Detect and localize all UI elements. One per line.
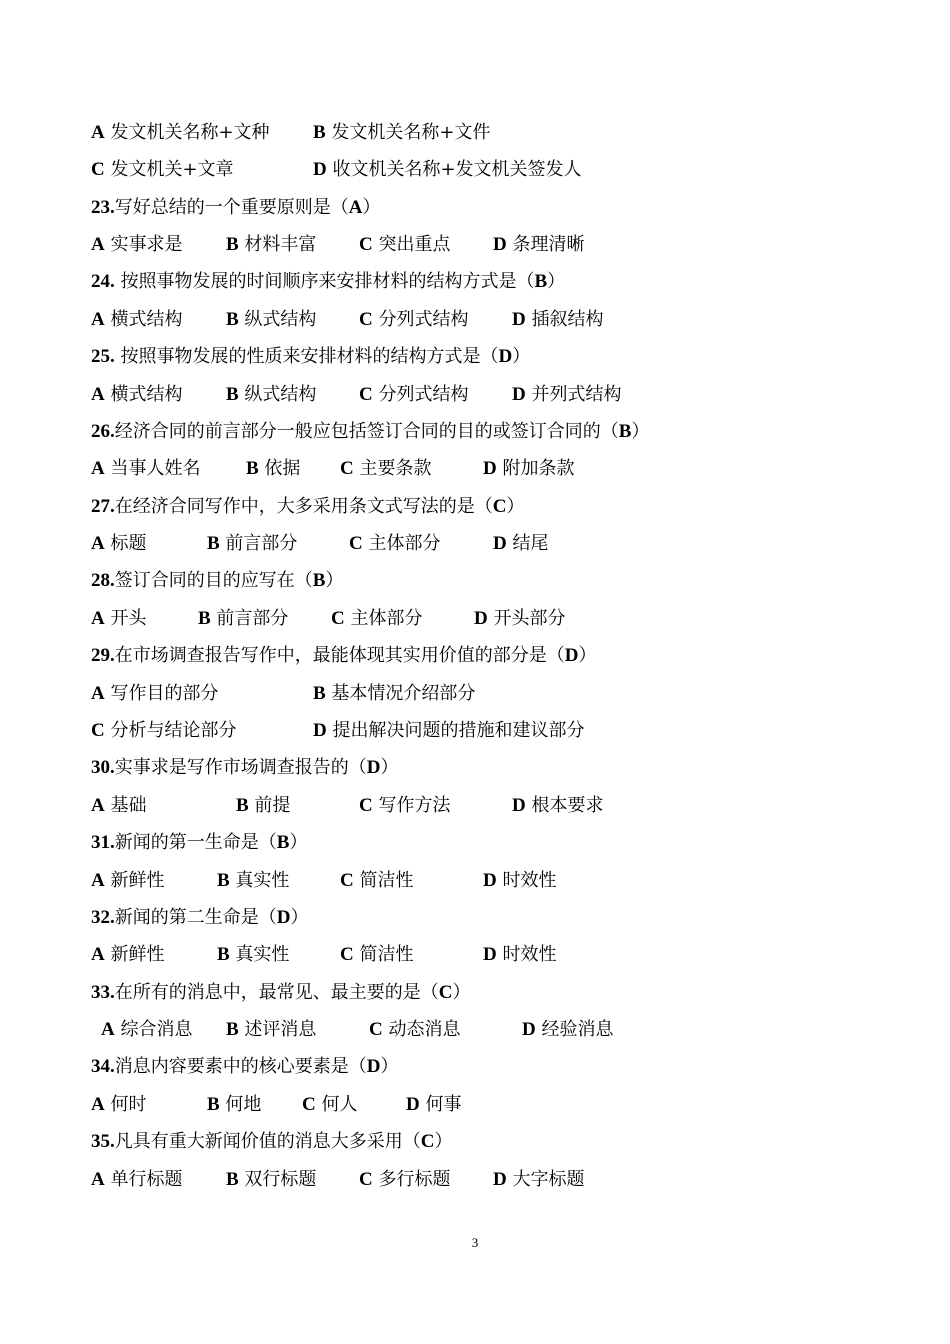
- question-number: 35.: [91, 1131, 115, 1152]
- option-text: 真实性: [235, 944, 290, 965]
- answer-letter: B: [312, 570, 326, 591]
- option-item: [91, 233, 182, 257]
- option-text: 收文机关名称+发文机关签发人: [332, 159, 582, 180]
- question-close: ）: [289, 832, 308, 853]
- answer-letter: D: [276, 907, 291, 928]
- question-text: 新闻的第二生命是（: [114, 907, 277, 928]
- question-close: ）: [547, 271, 566, 292]
- option-item: [313, 719, 584, 743]
- question-line: [91, 1130, 452, 1154]
- question-number: 32.: [91, 907, 115, 928]
- option-text: 根本要求: [531, 795, 604, 816]
- option-letter: C: [369, 1019, 383, 1040]
- option-text: 主体部分: [368, 533, 441, 554]
- page-number: 3: [471, 1235, 479, 1250]
- question-close: ）: [290, 907, 309, 928]
- question-text: 经济合同的前言部分一般应包括签订合同的目的或签订合同的（: [114, 421, 619, 442]
- option-text: 并列式结构: [531, 384, 622, 405]
- option-letter: A: [101, 1019, 115, 1040]
- option-letter: D: [493, 1169, 507, 1190]
- question-line: [91, 644, 596, 668]
- option-letter: B: [246, 458, 259, 479]
- option-text: 时效性: [502, 870, 557, 891]
- option-text: 单行标题: [110, 1169, 183, 1190]
- option-text: 主体部分: [350, 608, 423, 629]
- question-line: [91, 756, 398, 780]
- option-item: [91, 943, 164, 967]
- answer-letter: A: [348, 197, 363, 218]
- option-item: [226, 308, 316, 332]
- option-item: [226, 1018, 316, 1042]
- option-letter: C: [359, 309, 373, 330]
- option-letter: B: [198, 608, 211, 629]
- question-text: 消息内容要素中的核心要素是（: [114, 1056, 367, 1077]
- question-line: [91, 196, 380, 220]
- question-text: 在经济合同写作中，大多采用条文式写法的是（: [114, 496, 493, 517]
- option-text: 依据: [264, 458, 301, 479]
- option-item: [217, 869, 289, 893]
- option-letter: A: [91, 683, 105, 704]
- question-line: [91, 831, 307, 855]
- question-number: 24.: [91, 271, 115, 292]
- option-text: 大字标题: [512, 1169, 585, 1190]
- option-letter: C: [359, 795, 373, 816]
- option-text: 提出解决问题的措施和建议部分: [332, 720, 585, 741]
- option-text: 何事: [425, 1094, 462, 1115]
- question-close: ）: [512, 346, 531, 367]
- option-text: 插叙结构: [531, 309, 604, 330]
- option-item: [522, 1018, 613, 1042]
- option-letter: A: [91, 1169, 105, 1190]
- question-number: 25.: [91, 346, 115, 367]
- option-letter: A: [91, 944, 105, 965]
- answer-letter: B: [618, 421, 632, 442]
- option-item: [349, 532, 440, 556]
- option-text: 分析与结论部分: [110, 720, 237, 741]
- option-text: 突出重点: [378, 234, 451, 255]
- option-letter: D: [474, 608, 488, 629]
- option-text: 结尾: [512, 533, 549, 554]
- option-letter: B: [207, 1094, 220, 1115]
- option-letter: C: [331, 608, 345, 629]
- option-letter: B: [207, 533, 220, 554]
- option-item: [313, 158, 582, 182]
- option-text: 前言部分: [216, 608, 289, 629]
- answer-letter: B: [276, 832, 290, 853]
- option-item: [340, 869, 413, 893]
- option-item: [236, 794, 290, 818]
- question-line: [91, 981, 470, 1005]
- option-text: 基础: [110, 795, 147, 816]
- question-number: 30.: [91, 757, 115, 778]
- option-letter: B: [313, 683, 326, 704]
- option-letter: C: [349, 533, 363, 554]
- option-item: [91, 719, 236, 743]
- option-letter: B: [313, 122, 326, 143]
- option-text: 开头部分: [493, 608, 566, 629]
- option-item: [483, 943, 556, 967]
- option-item: [512, 794, 603, 818]
- option-item: [493, 1168, 584, 1192]
- option-letter: B: [226, 309, 239, 330]
- option-text: 主要条款: [359, 458, 432, 479]
- question-close: ）: [325, 570, 344, 591]
- answer-letter: D: [564, 645, 579, 666]
- option-text: 横式结构: [110, 384, 183, 405]
- option-text: 标题: [110, 533, 147, 554]
- option-item: [91, 682, 218, 706]
- option-item: [91, 607, 146, 631]
- option-text: 简洁性: [359, 870, 414, 891]
- option-item: [91, 532, 146, 556]
- option-letter: C: [91, 720, 105, 741]
- option-item: [91, 794, 146, 818]
- question-line: [91, 270, 565, 294]
- option-text: 新鲜性: [110, 944, 165, 965]
- option-item: [474, 607, 565, 631]
- option-text: 写作目的部分: [110, 683, 219, 704]
- option-letter: B: [226, 234, 239, 255]
- option-letter: D: [493, 234, 507, 255]
- question-number: 28.: [91, 570, 115, 591]
- answer-letter: C: [420, 1131, 435, 1152]
- option-item: [313, 682, 475, 706]
- question-close: ）: [380, 757, 399, 778]
- option-letter: A: [91, 795, 105, 816]
- option-letter: B: [217, 870, 230, 891]
- option-letter: B: [226, 1019, 239, 1040]
- option-letter: A: [91, 458, 105, 479]
- option-item: [493, 532, 548, 556]
- option-letter: D: [483, 870, 497, 891]
- option-text: 简洁性: [359, 944, 414, 965]
- option-text: 述评消息: [244, 1019, 317, 1040]
- option-item: [512, 308, 603, 332]
- option-letter: D: [483, 944, 497, 965]
- option-text: 时效性: [502, 944, 557, 965]
- option-letter: D: [493, 533, 507, 554]
- option-item: [91, 1168, 182, 1192]
- option-item: [226, 1168, 316, 1192]
- option-text: 开头: [110, 608, 147, 629]
- option-text: 前言部分: [225, 533, 298, 554]
- option-letter: D: [313, 720, 327, 741]
- answer-letter: B: [534, 271, 548, 292]
- question-text: 签订合同的目的应写在（: [114, 570, 313, 591]
- option-letter: A: [91, 122, 105, 143]
- question-close: ）: [631, 421, 650, 442]
- question-number: 26.: [91, 421, 115, 442]
- option-text: 实事求是: [110, 234, 183, 255]
- option-item: [217, 943, 289, 967]
- option-text: 纵式结构: [244, 384, 317, 405]
- option-letter: D: [406, 1094, 420, 1115]
- option-text: 写作方法: [378, 795, 451, 816]
- option-text: 多行标题: [378, 1169, 451, 1190]
- answer-letter: D: [366, 757, 381, 778]
- answer-letter: D: [498, 346, 513, 367]
- option-letter: A: [91, 533, 105, 554]
- option-letter: C: [359, 234, 373, 255]
- question-number: 33.: [91, 982, 115, 1003]
- question-number: 27.: [91, 496, 115, 517]
- option-text: 双行标题: [244, 1169, 317, 1190]
- question-line: [91, 345, 530, 369]
- option-item: [207, 532, 297, 556]
- option-text: 经验消息: [541, 1019, 614, 1040]
- option-letter: D: [512, 795, 526, 816]
- option-text: 附加条款: [502, 458, 575, 479]
- question-number: 34.: [91, 1056, 115, 1077]
- question-line: [91, 906, 308, 930]
- option-item: [313, 121, 491, 145]
- option-letter: D: [483, 458, 497, 479]
- question-line: [91, 495, 524, 519]
- option-letter: D: [522, 1019, 536, 1040]
- question-number: 23.: [91, 197, 115, 218]
- option-text: 动态消息: [388, 1019, 461, 1040]
- option-letter: C: [340, 944, 354, 965]
- option-text: 材料丰富: [244, 234, 317, 255]
- question-number: 29.: [91, 645, 115, 666]
- option-letter: D: [313, 159, 327, 180]
- option-text: 纵式结构: [244, 309, 317, 330]
- option-letter: B: [236, 795, 249, 816]
- question-close: ）: [506, 496, 525, 517]
- question-close: ）: [434, 1131, 453, 1152]
- option-item: [359, 1168, 450, 1192]
- option-text: 发文机关名称+文件: [331, 122, 491, 143]
- option-text: 综合消息: [120, 1019, 193, 1040]
- option-item: [359, 308, 468, 332]
- option-item: [207, 1093, 261, 1117]
- option-item: [359, 794, 450, 818]
- option-text: 何地: [225, 1094, 262, 1115]
- answer-letter: C: [438, 982, 453, 1003]
- option-text: 真实性: [235, 870, 290, 891]
- option-item: [359, 233, 450, 257]
- question-close: ）: [452, 982, 471, 1003]
- question-text: 在所有的消息中，最常见、最主要的是（: [114, 982, 439, 1003]
- option-item: [359, 383, 468, 407]
- option-text: 何人: [321, 1094, 358, 1115]
- option-text: 新鲜性: [110, 870, 165, 891]
- option-item: [91, 1093, 146, 1117]
- option-text: 分列式结构: [378, 309, 469, 330]
- option-letter: A: [91, 1094, 105, 1115]
- question-close: ）: [578, 645, 597, 666]
- option-item: [493, 233, 584, 257]
- option-text: 当事人姓名: [110, 458, 201, 479]
- question-line: [91, 420, 649, 444]
- question-close: ）: [362, 197, 381, 218]
- question-text: 在市场调查报告写作中，最能体现其实用价值的部分是（: [114, 645, 565, 666]
- answer-letter: D: [366, 1056, 381, 1077]
- option-letter: A: [91, 309, 105, 330]
- option-item: [91, 121, 270, 145]
- option-item: [406, 1093, 461, 1117]
- option-letter: C: [91, 159, 105, 180]
- option-item: [91, 869, 164, 893]
- option-text: 基本情况介绍部分: [331, 683, 476, 704]
- option-item: [340, 457, 431, 481]
- option-item: [512, 383, 621, 407]
- option-text: 前提: [254, 795, 291, 816]
- option-item: [340, 943, 413, 967]
- option-item: [302, 1093, 357, 1117]
- option-text: 发文机关名称+文种: [110, 122, 270, 143]
- option-text: 分列式结构: [378, 384, 469, 405]
- option-letter: A: [91, 870, 105, 891]
- option-item: [91, 308, 182, 332]
- option-text: 条理清晰: [512, 234, 585, 255]
- question-text: 按照事物发展的时间顺序来安排材料的结构方式是（: [114, 271, 535, 292]
- option-letter: C: [340, 870, 354, 891]
- option-item: [226, 383, 316, 407]
- question-text: 写好总结的一个重要原则是（: [114, 197, 349, 218]
- option-item: [226, 233, 316, 257]
- option-text: 发文机关+文章: [110, 159, 234, 180]
- option-letter: D: [512, 384, 526, 405]
- question-number: 31.: [91, 832, 115, 853]
- question-line: [91, 569, 343, 593]
- option-item: [483, 869, 556, 893]
- option-letter: C: [302, 1094, 316, 1115]
- option-item: [483, 457, 574, 481]
- option-item: [91, 383, 182, 407]
- option-item: [91, 457, 200, 481]
- question-text: 凡具有重大新闻价值的消息大多采用（: [114, 1131, 421, 1152]
- option-letter: C: [340, 458, 354, 479]
- option-letter: B: [226, 1169, 239, 1190]
- option-letter: B: [217, 944, 230, 965]
- option-item: [331, 607, 422, 631]
- option-letter: D: [512, 309, 526, 330]
- option-item: [91, 158, 234, 182]
- option-text: 何时: [110, 1094, 147, 1115]
- option-item: [369, 1018, 460, 1042]
- option-item: [198, 607, 288, 631]
- option-letter: A: [91, 234, 105, 255]
- question-line: [91, 1055, 398, 1079]
- option-item: [246, 457, 300, 481]
- option-letter: A: [91, 608, 105, 629]
- option-letter: C: [359, 1169, 373, 1190]
- option-item: [101, 1018, 192, 1042]
- question-text: 新闻的第一生命是（: [114, 832, 277, 853]
- option-letter: C: [359, 384, 373, 405]
- question-text: 实事求是写作市场调查报告的（: [114, 757, 367, 778]
- option-text: 横式结构: [110, 309, 183, 330]
- answer-letter: C: [492, 496, 507, 517]
- question-text: 按照事物发展的性质来安排材料的结构方式是（: [114, 346, 499, 367]
- question-close: ）: [380, 1056, 399, 1077]
- option-letter: B: [226, 384, 239, 405]
- option-letter: A: [91, 384, 105, 405]
